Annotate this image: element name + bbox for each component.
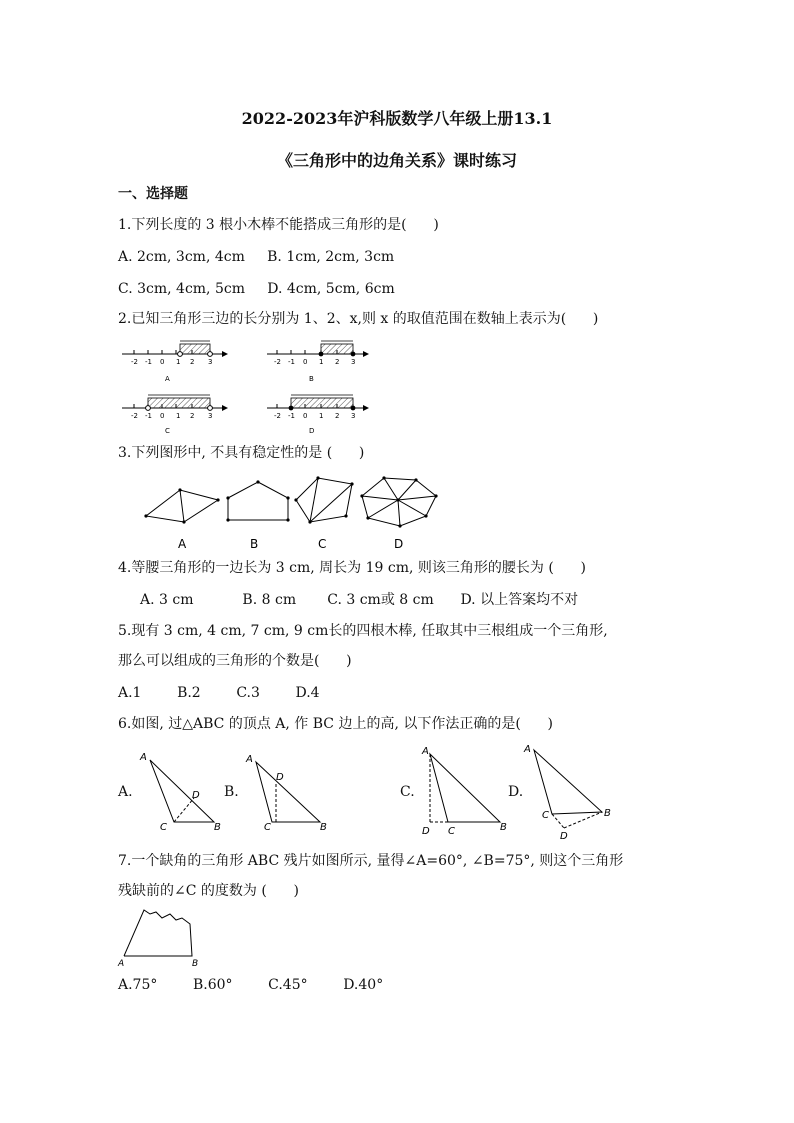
q5-options: A.1 B.2 C.3 D.4 bbox=[118, 685, 320, 701]
q4-options: A. 3 cm B. 8 cm C. 3 cm或 8 cm D. 以上答案均不对 bbox=[140, 592, 579, 608]
tick-label: -1 bbox=[145, 412, 152, 420]
q6-option-d: D. bbox=[508, 784, 524, 800]
q1-options-row1: A. 2cm, 3cm, 4cm B. 1cm, 2cm, 3cm bbox=[118, 249, 395, 265]
tick-label: 0 bbox=[160, 412, 165, 420]
doc-title-line2: 《三角形中的边角关系》课时练习 bbox=[276, 151, 517, 170]
tick-label: 3 bbox=[351, 412, 356, 420]
label-b: B bbox=[309, 375, 314, 383]
q7-figure bbox=[118, 904, 208, 970]
tick-label: -1 bbox=[288, 358, 295, 366]
point-label: D bbox=[192, 790, 200, 801]
q7-stem-line2: 残缺前的∠C 的度数为 ( ) bbox=[118, 883, 299, 899]
tick-label: 1 bbox=[319, 412, 324, 420]
q3-figure bbox=[140, 470, 445, 552]
numberline-c bbox=[122, 395, 228, 435]
point-label: B bbox=[604, 808, 611, 819]
tick-label: 2 bbox=[335, 358, 340, 366]
shape-label-d: D bbox=[394, 537, 404, 551]
tick-label: 0 bbox=[160, 358, 165, 366]
shape-label-c: C bbox=[318, 537, 327, 551]
tick-label: -1 bbox=[288, 412, 295, 420]
tick-label: 1 bbox=[176, 358, 181, 366]
numberline-d bbox=[267, 395, 369, 435]
point-label: A bbox=[246, 754, 253, 765]
tick-label: 3 bbox=[208, 412, 213, 420]
tick-label: 1 bbox=[319, 358, 324, 366]
tick-label: -2 bbox=[131, 412, 138, 420]
label-c: C bbox=[165, 427, 170, 435]
point-label: B bbox=[320, 822, 327, 833]
point-label: D bbox=[422, 826, 430, 837]
tick-label: -2 bbox=[274, 358, 281, 366]
tick-label: 1 bbox=[176, 412, 181, 420]
q2-figure bbox=[120, 336, 380, 436]
tick-label: 2 bbox=[335, 412, 340, 420]
tick-label: 3 bbox=[351, 358, 356, 366]
q7-stem-line1: 7.一个缺角的三角形 ABC 残片如图所示, 量得∠A=60°, ∠B=75°, 则这个三角形 bbox=[118, 853, 624, 869]
tick-label: 0 bbox=[303, 358, 308, 366]
section-heading: 一、选择题 bbox=[118, 186, 188, 202]
label-a: A bbox=[165, 375, 170, 383]
point-label: B bbox=[192, 959, 199, 969]
point-label: B bbox=[500, 822, 507, 833]
point-label: A bbox=[140, 752, 147, 763]
point-label: A bbox=[422, 746, 429, 757]
tick-label: 0 bbox=[303, 412, 308, 420]
numberline-b bbox=[267, 341, 369, 383]
point-label: A bbox=[118, 959, 125, 969]
point-label: D bbox=[276, 772, 284, 783]
tick-label: 2 bbox=[190, 358, 195, 366]
doc-title-line1: 2022-2023年沪科版数学八年级上册13.1 bbox=[241, 109, 553, 128]
numberline-a bbox=[122, 341, 228, 383]
point-label: C bbox=[448, 826, 455, 837]
q6-option-c: C. bbox=[400, 784, 415, 800]
q1-options-row2: C. 3cm, 4cm, 5cm D. 4cm, 5cm, 6cm bbox=[118, 281, 395, 297]
q7-options: A.75° B.60° C.45° D.40° bbox=[118, 977, 384, 993]
q2-stem: 2.已知三角形三边的长分别为 1、2、x,则 x 的取值范围在数轴上表示为( ) bbox=[118, 311, 599, 327]
q6-option-b: B. bbox=[224, 784, 239, 800]
tick-label: -1 bbox=[145, 358, 152, 366]
label-d: D bbox=[309, 427, 315, 435]
q5-stem-line1: 5.现有 3 cm, 4 cm, 7 cm, 9 cm长的四根木棒, 任取其中三根组成一个三角形, bbox=[118, 623, 608, 639]
q4-stem: 4.等腰三角形的一边长为 3 cm, 周长为 19 cm, 则该三角形的腰长为 ( ) bbox=[118, 560, 586, 576]
tick-label: -2 bbox=[131, 358, 138, 366]
q6-option-a: A. bbox=[118, 784, 133, 800]
shape-label-b: B bbox=[250, 537, 259, 551]
tick-label: 2 bbox=[190, 412, 195, 420]
tick-label: -2 bbox=[274, 412, 281, 420]
q3-stem: 3.下列图形中, 不具有稳定性的是 ( ) bbox=[118, 445, 365, 461]
point-label: A bbox=[524, 744, 531, 755]
q6-stem: 6.如图, 过△ABC 的顶点 A, 作 BC 边上的高, 以下作法正确的是( ) bbox=[118, 716, 553, 732]
point-label: C bbox=[542, 810, 549, 821]
tick-label: 3 bbox=[208, 358, 213, 366]
point-label: B bbox=[214, 822, 221, 833]
shape-label-a: A bbox=[178, 537, 187, 551]
q6-figure bbox=[130, 742, 620, 842]
q1-stem: 1.下列长度的 3 根小木棒不能搭成三角形的是( ) bbox=[118, 217, 439, 233]
point-label: D bbox=[560, 831, 568, 842]
q5-stem-line2: 那么可以组成的三角形的个数是( ) bbox=[118, 653, 352, 669]
point-label: C bbox=[264, 822, 271, 833]
point-label: C bbox=[160, 822, 167, 833]
